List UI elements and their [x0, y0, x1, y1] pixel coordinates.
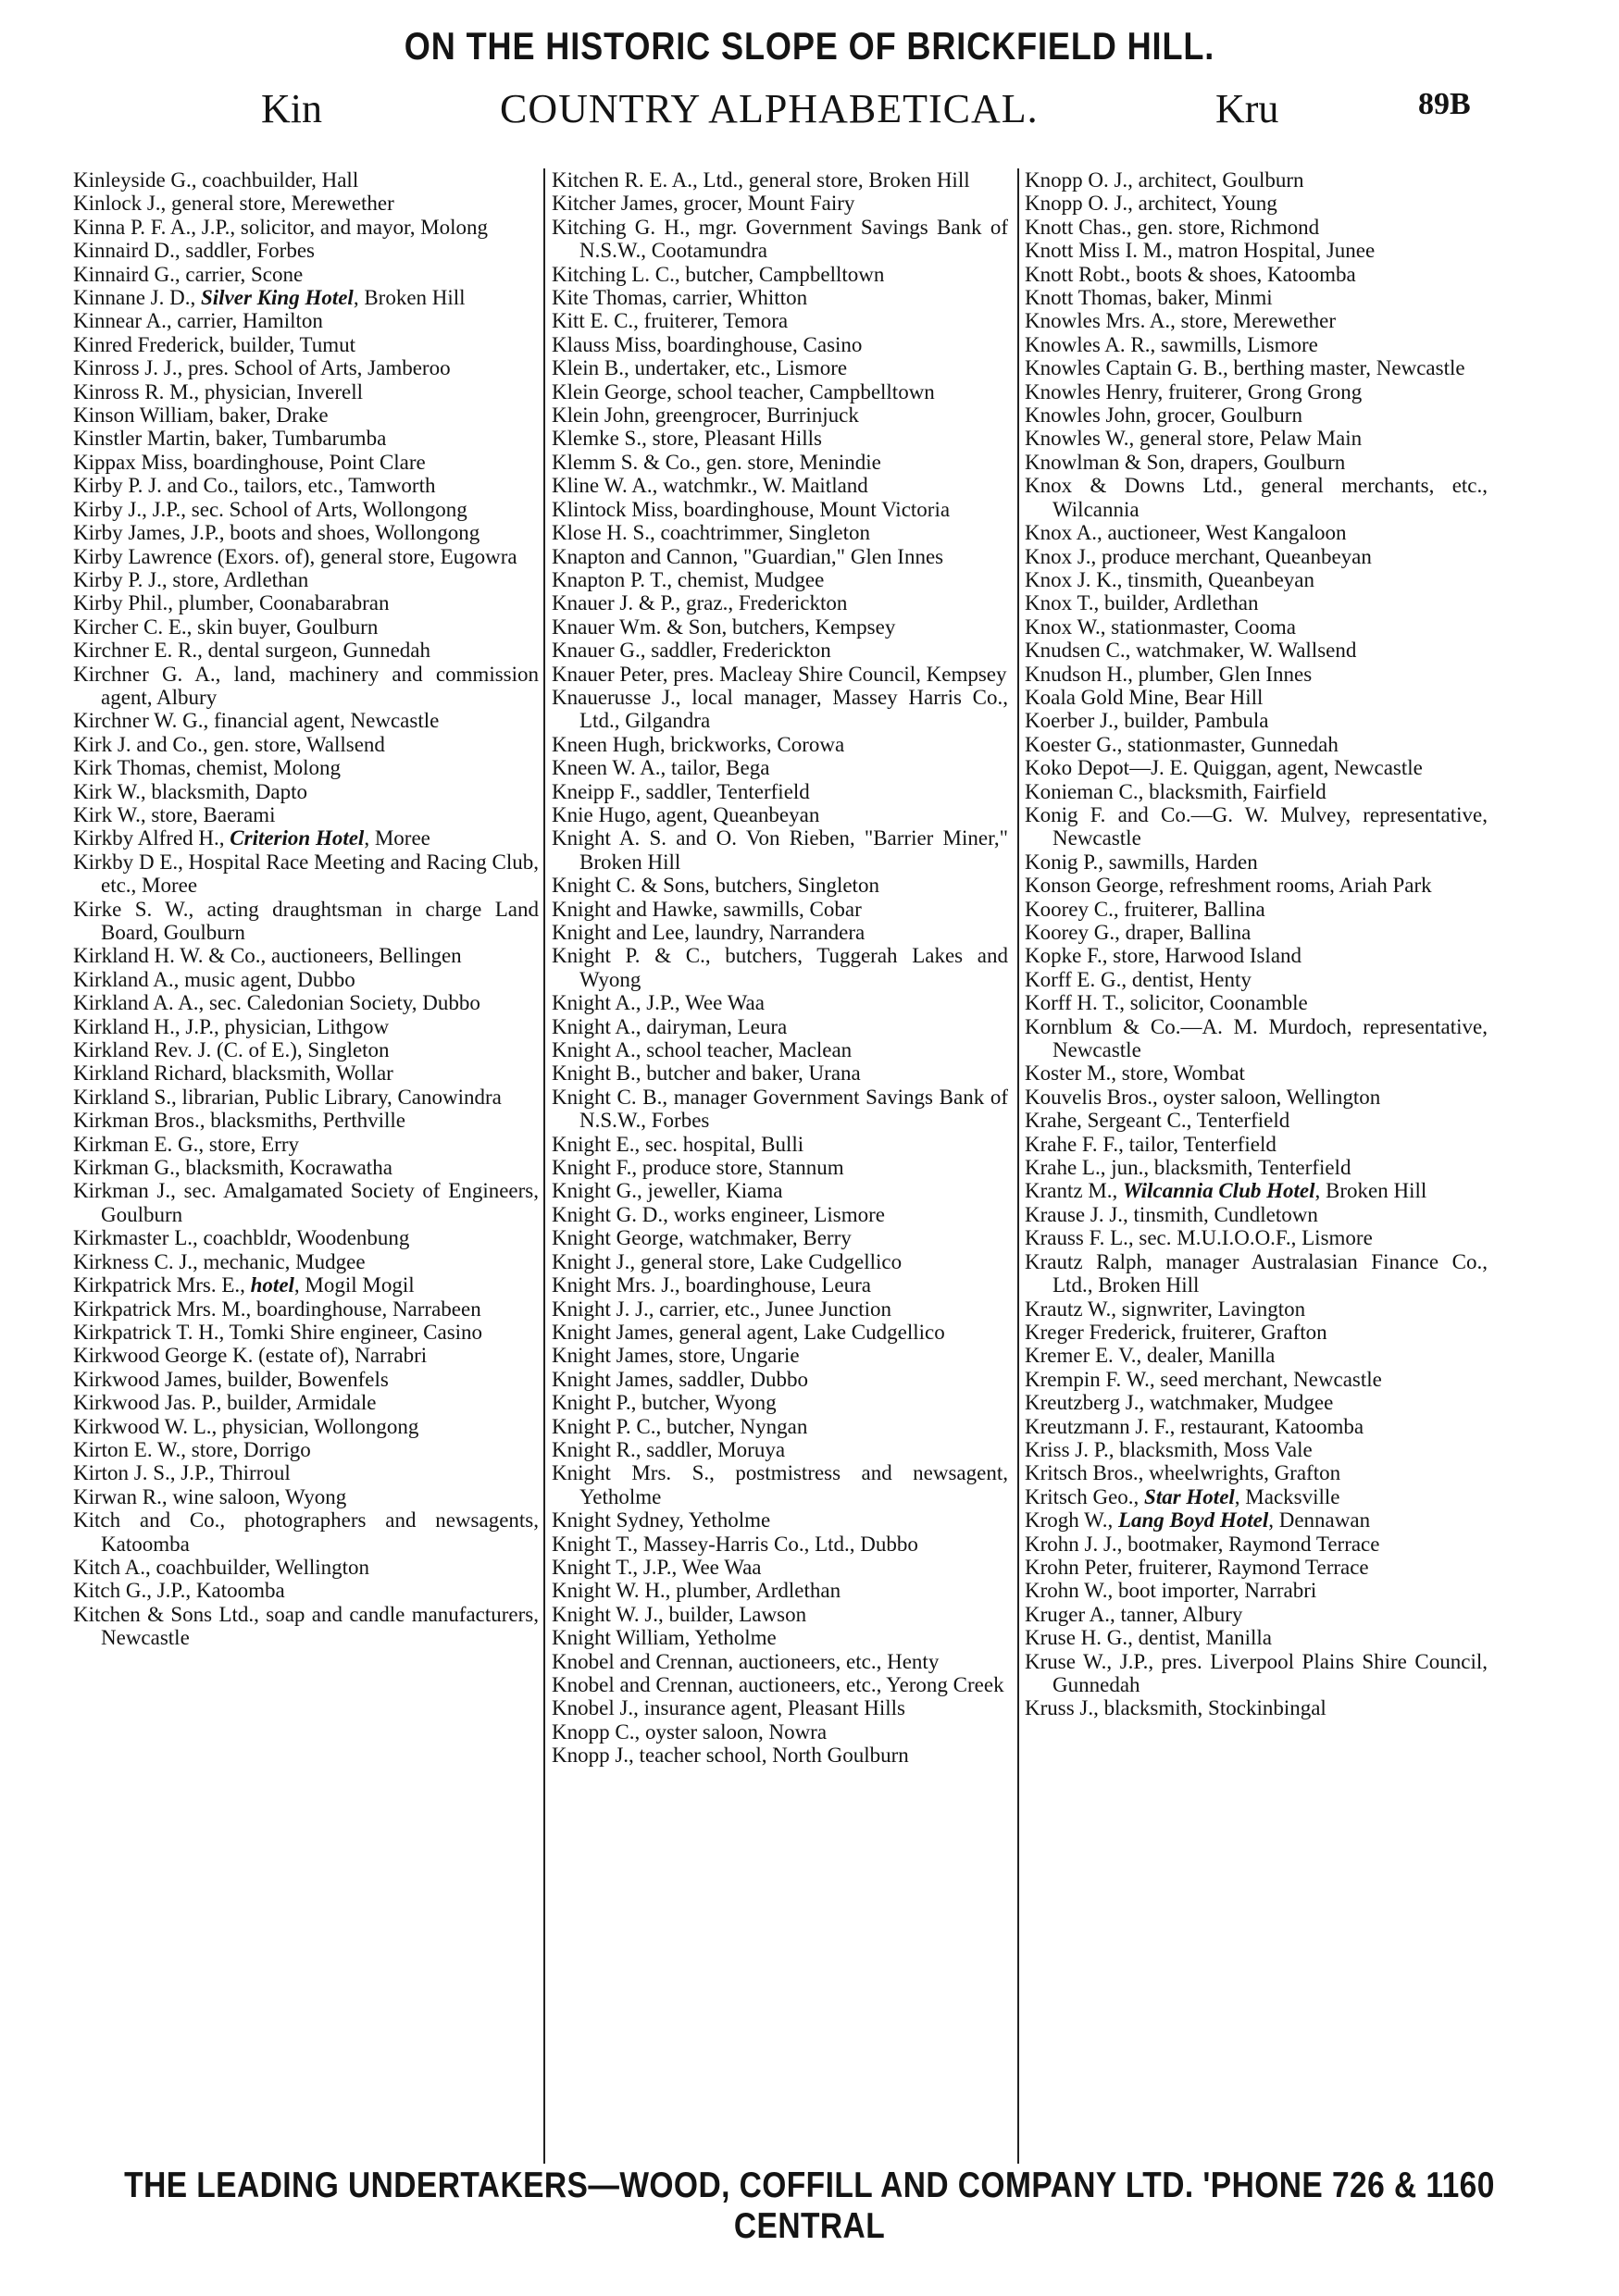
- directory-entry: Knopp C., oyster saloon, Nowra: [552, 1719, 828, 1744]
- column-divider: [543, 168, 545, 2164]
- directory-entry: Kinlock J., general store, Merewether: [73, 192, 394, 216]
- directory-entry: Kirby P. J. and Co., tailors, etc., Tamworth: [73, 474, 436, 498]
- directory-column-3: [1025, 168, 1488, 2164]
- directory-entry: Klein B., undertaker, etc., Lismore: [552, 356, 848, 380]
- directory-entry: Krantz M., Wilcannia Club Hotel, Broken Hill: [1025, 1179, 1427, 1203]
- directory-entry: Kinna P. F. A., J.P., solicitor, and mayor, Molong: [73, 215, 489, 239]
- directory-entry: Kirk J. and Co., gen. store, Wallsend: [73, 732, 385, 756]
- directory-entry: Koala Gold Mine, Bear Hill: [1025, 685, 1264, 709]
- directory-entry: Knight T., Massey-Harris Co., Ltd., Dubbo: [552, 1532, 918, 1556]
- directory-entry: Kircher C. E., skin buyer, Goulburn: [73, 614, 379, 639]
- directory-entry: Knapton P. T., chemist, Mudgee: [552, 567, 825, 591]
- directory-entry: Kinson William, baker, Drake: [73, 403, 329, 428]
- directory-entry: Kirkland Richard, blacksmith, Wollar: [73, 1061, 393, 1086]
- directory-entry: Knobel J., insurance agent, Pleasant Hills: [552, 1696, 905, 1720]
- directory-entry: Kirkland Rev. J. (C. of E.), Singleton: [73, 1038, 390, 1062]
- directory-entry: Knapton and Cannon, "Guardian," Glen Innes: [552, 544, 944, 568]
- directory-entry: Kirkman G., blacksmith, Kocrawatha: [73, 1156, 392, 1180]
- directory-entry: Knox J. K., tinsmith, Queanbeyan: [1025, 567, 1315, 591]
- directory-entry: Knauer G., saddler, Frederickton: [552, 639, 831, 663]
- directory-entry: Kitt E. C., fruiterer, Temora: [552, 309, 789, 333]
- directory-entry: Kirchner G. A., land, machinery and commission agent, Albury: [73, 662, 539, 709]
- directory-entry: Kinnaird D., saddler, Forbes: [73, 239, 315, 263]
- directory-entry: Knight Mrs. S., postmistress and newsagent, Yetholme: [552, 1461, 1008, 1508]
- directory-entry: Krause J. J., tinsmith, Cundletown: [1025, 1202, 1318, 1226]
- directory-entry: Knudson H., plumber, Glen Innes: [1025, 662, 1313, 686]
- directory-entry: Kirton J. S., J.P., Thirroul: [73, 1461, 291, 1485]
- directory-entry: Kitch and Co., photographers and newsagents, Katoomba: [73, 1508, 539, 1556]
- top-banner: ON THE HISTORIC SLOPE OF BRICKFIELD HILL.: [404, 24, 1215, 68]
- directory-entry: Knight J., general store, Lake Cudgellico: [552, 1249, 903, 1273]
- directory-entry: Knight A., dairyman, Leura: [552, 1014, 788, 1038]
- directory-entry: Kruger A., tanner, Albury: [1025, 1602, 1243, 1626]
- directory-entry: Koorey C., fruiterer, Ballina: [1025, 897, 1265, 921]
- directory-entry: Kreutzmann J. F., restaurant, Katoomba: [1025, 1414, 1364, 1438]
- directory-entry: Kneen Hugh, brickworks, Corowa: [552, 732, 845, 756]
- directory-entry: Knowles Captain G. B., berthing master, Newcastle: [1025, 356, 1465, 380]
- directory-entry: Knight A., J.P., Wee Waa: [552, 991, 765, 1015]
- directory-entry: Korff H. T., solicitor, Coonamble: [1025, 991, 1308, 1015]
- directory-entry: Kinross R. M., physician, Inverell: [73, 379, 364, 403]
- directory-entry: Kirby J., J.P., sec. School of Arts, Wollongong: [73, 497, 467, 521]
- directory-entry: Knight William, Yetholme: [552, 1626, 777, 1650]
- directory-entry: Krempin F. W., seed merchant, Newcastle: [1025, 1367, 1382, 1391]
- directory-entry: Knopp O. J., architect, Goulburn: [1025, 168, 1304, 192]
- directory-entry: Kirkpatrick Mrs. E., hotel, Mogil Mogil: [73, 1273, 415, 1297]
- directory-entry: Klintock Miss, boardinghouse, Mount Victoria: [552, 497, 951, 521]
- bottom-banner-advert: THE LEADING UNDERTAKERS—WOOD, COFFILL AND COMPANY LTD. 'PHONE 726 & 1160 CENTRAL: [124, 2166, 1495, 2246]
- directory-entry: Knobel and Crennan, auctioneers, etc., Yerong Creek: [552, 1673, 1004, 1696]
- directory-entry: Knox & Downs Ltd., general merchants, etc., Wilcannia: [1025, 474, 1488, 521]
- directory-entry: Konieman C., blacksmith, Fairfield: [1025, 779, 1326, 803]
- directory-entry: Knight F., produce store, Stannum: [552, 1156, 844, 1180]
- directory-entry: Kruse H. G., dentist, Manilla: [1025, 1626, 1273, 1650]
- directory-entry: Korff E. G., dentist, Henty: [1025, 967, 1252, 991]
- directory-entry: Kirkman E. G., store, Erry: [73, 1132, 299, 1156]
- directory-entry: Kirton E. W., store, Dorrigo: [73, 1437, 311, 1461]
- directory-entry: Knobel and Crennan, auctioneers, etc., Henty: [552, 1649, 940, 1673]
- directory-entry: Knight P. & C., butchers, Tuggerah Lakes and Wyong: [552, 944, 1008, 991]
- directory-entry: Kirkwood Jas. P., builder, Armidale: [73, 1391, 377, 1415]
- directory-entry: Knight R., saddler, Moruya: [552, 1437, 786, 1461]
- directory-entry: Knauerusse J., local manager, Massey Harris Co., Ltd., Gilgandra: [552, 685, 1008, 733]
- directory-entry: Krauss F. L., sec. M.U.I.O.O.F., Lismore: [1025, 1226, 1373, 1250]
- directory-entry: Kruss J., blacksmith, Stockinbingal: [1025, 1696, 1326, 1720]
- page-number: 89B: [1418, 87, 1471, 121]
- directory-entry: Knight James, saddler, Dubbo: [552, 1367, 808, 1391]
- directory-entry: Knight W. J., builder, Lawson: [552, 1602, 807, 1626]
- directory-entry: Krahe, Sergeant C., Tenterfield: [1025, 1109, 1290, 1133]
- directory-entry: Kirby Phil., plumber, Coonabarabran: [73, 591, 390, 615]
- directory-entry: Knott Robt., boots & shoes, Katoomba: [1025, 262, 1356, 286]
- directory-entry: Kriss J. P., blacksmith, Moss Vale: [1025, 1437, 1313, 1461]
- directory-entry: Koorey G., draper, Ballina: [1025, 921, 1252, 944]
- directory-column-1: [73, 168, 539, 2164]
- directory-entry: Kitching G. H., mgr. Government Savings Bank of N.S.W., Cootamundra: [552, 215, 1008, 263]
- directory-entry: Klemm S. & Co., gen. store, Menindie: [552, 450, 881, 474]
- directory-entry: Kirkland A., music agent, Dubbo: [73, 967, 355, 991]
- directory-entry: Knight and Lee, laundry, Narrandera: [552, 921, 866, 944]
- directory-entry: Kinred Frederick, builder, Tumut: [73, 332, 356, 356]
- directory-entry: Kirkby D E., Hospital Race Meeting and Racing Club, etc., Moree: [73, 850, 539, 898]
- directory-entry: Knowles W., general store, Pelaw Main: [1025, 427, 1363, 451]
- directory-entry: Knox T., builder, Ardlethan: [1025, 591, 1259, 615]
- directory-entry: Konson George, refreshment rooms, Ariah Park: [1025, 874, 1432, 898]
- directory-entry: Knott Miss I. M., matron Hospital, Junee: [1025, 239, 1376, 263]
- directory-entry: Knauer J. & P., graz., Frederickton: [552, 591, 848, 615]
- directory-entry: Kneipp F., saddler, Tenterfield: [552, 779, 810, 803]
- directory-entry: Kippax Miss, boardinghouse, Point Clare: [73, 450, 426, 474]
- directory-entry: Krautz Ralph, manager Australasian Finance Co., Ltd., Broken Hill: [1025, 1249, 1488, 1297]
- directory-entry: Krahe F. F., tailor, Tenterfield: [1025, 1132, 1277, 1156]
- directory-entry: Knight J. J., carrier, etc., Junee Junction: [552, 1297, 891, 1321]
- directory-entry: Kinleyside G., coachbuilder, Hall: [73, 168, 359, 192]
- directory-entry: Knott Thomas, baker, Minmi: [1025, 286, 1273, 310]
- directory-entry: Kline W. A., watchmkr., W. Maitland: [552, 474, 868, 498]
- column-divider: [1017, 168, 1019, 2164]
- directory-entry: Kinnear A., carrier, Hamilton: [73, 309, 323, 333]
- directory-entry: Knight W. H., plumber, Ardlethan: [552, 1579, 841, 1603]
- directory-entry: Konig P., sawmills, Harden: [1025, 850, 1258, 874]
- directory-entry: Kitchen & Sons Ltd., soap and candle manufacturers, Newcastle: [73, 1602, 539, 1650]
- directory-entry: Kirkpatrick T. H., Tomki Shire engineer, Casino: [73, 1320, 483, 1344]
- directory-entry: Kirby P. J., store, Ardlethan: [73, 567, 309, 591]
- header-first-entry: Kin: [261, 86, 322, 131]
- directory-entry: Kirk W., store, Baerami: [73, 802, 276, 826]
- directory-entry: Konig F. and Co.—G. W. Mulvey, representative, Newcastle: [1025, 802, 1488, 850]
- directory-entry: Kinnaird G., carrier, Scone: [73, 262, 304, 286]
- directory-entry: Knight C. & Sons, butchers, Singleton: [552, 874, 879, 898]
- directory-entry: Kirk W., blacksmith, Dapto: [73, 779, 307, 803]
- directory-entry: Kirkwood W. L., physician, Wollongong: [73, 1414, 419, 1438]
- directory-entry: Kitching L. C., butcher, Campbelltown: [552, 262, 885, 286]
- directory-entry: Kreutzberg J., watchmaker, Mudgee: [1025, 1391, 1334, 1415]
- directory-entry: Kite Thomas, carrier, Whitton: [552, 286, 808, 310]
- directory-entry: Kirkman J., sec. Amalgamated Society of Engineers, Goulburn: [73, 1179, 539, 1226]
- directory-entry: Kirkness C. J., mechanic, Mudgee: [73, 1249, 366, 1273]
- directory-entry: Koko Depot—J. E. Quiggan, agent, Newcastle: [1025, 756, 1423, 780]
- directory-entry: Kneen W. A., tailor, Bega: [552, 756, 770, 780]
- directory-entry: Knopp J., teacher school, North Goulburn: [552, 1744, 909, 1768]
- directory-entry: Koster M., store, Wombat: [1025, 1061, 1245, 1086]
- directory-entry: Knowles Mrs. A., store, Merewether: [1025, 309, 1336, 333]
- directory-entry: Knauer Peter, pres. Macleay Shire Council, Kempsey: [552, 662, 1007, 686]
- directory-entry: Knopp O. J., architect, Young: [1025, 192, 1277, 216]
- directory-entry: Kopke F., store, Harwood Island: [1025, 944, 1302, 968]
- directory-entry: Krohn J. J., bootmaker, Raymond Terrace: [1025, 1532, 1380, 1556]
- directory-entry: Kreger Frederick, fruiterer, Grafton: [1025, 1320, 1327, 1344]
- directory-entry: Krahe L., jun., blacksmith, Tenterfield: [1025, 1156, 1351, 1180]
- directory-entry: Knight C. B., manager Government Savings Bank of N.S.W., Forbes: [552, 1085, 1008, 1133]
- directory-column-2: [552, 168, 1008, 2164]
- directory-entry: Krohn Peter, fruiterer, Raymond Terrace: [1025, 1555, 1369, 1579]
- directory-entry: Koester G., stationmaster, Gunnedah: [1025, 732, 1339, 756]
- directory-entry: Kirkwood George K. (estate of), Narrabri: [73, 1344, 428, 1368]
- directory-entry: Knight T., J.P., Wee Waa: [552, 1555, 762, 1579]
- directory-entry: Kirkland A. A., sec. Caledonian Society, Dubbo: [73, 991, 480, 1015]
- directory-entry: Kirkman Bros., blacksmiths, Perthville: [73, 1109, 406, 1133]
- directory-entry: Kitcher James, grocer, Mount Fairy: [552, 192, 855, 216]
- directory-entry: Knie Hugo, agent, Queanbeyan: [552, 802, 820, 826]
- directory-entry: Kirwan R., wine saloon, Wyong: [73, 1484, 347, 1508]
- directory-entry: Knight G. D., works engineer, Lismore: [552, 1202, 885, 1226]
- directory-entry: Knauer Wm. & Son, butchers, Kempsey: [552, 614, 896, 639]
- directory-entry: Knowles John, grocer, Goulburn: [1025, 403, 1302, 428]
- directory-entry: Kirkwood James, builder, Bowenfels: [73, 1367, 389, 1391]
- directory-entry: Knight George, watchmaker, Berry: [552, 1226, 852, 1250]
- directory-entry: Knight P., butcher, Wyong: [552, 1391, 777, 1415]
- directory-entry: Knight James, store, Ungarie: [552, 1344, 800, 1368]
- directory-entry: Krautz W., signwriter, Lavington: [1025, 1297, 1306, 1321]
- directory-entry: Kouvelis Bros., oyster saloon, Wellington: [1025, 1085, 1381, 1109]
- header-title: COUNTRY ALPHABETICAL.: [500, 86, 1039, 131]
- directory-entry: Kirkpatrick Mrs. M., boardinghouse, Narrabeen: [73, 1297, 481, 1321]
- directory-entry: Knight E., sec. hospital, Bulli: [552, 1132, 804, 1156]
- directory-entry: Koerber J., builder, Pambula: [1025, 709, 1269, 733]
- directory-entry: Knott Chas., gen. store, Richmond: [1025, 215, 1320, 239]
- directory-entry: Kritsch Geo., Star Hotel, Macksville: [1025, 1484, 1340, 1508]
- directory-entry: Kritsch Bros., wheelwrights, Grafton: [1025, 1461, 1341, 1485]
- directory-entry: Kornblum & Co.—A. M. Murdoch, representative, Newcastle: [1025, 1014, 1488, 1062]
- directory-entry: Kirk Thomas, chemist, Molong: [73, 756, 341, 780]
- directory-entry: Kitch G., J.P., Katoomba: [73, 1579, 285, 1603]
- directory-entry: Kirkland H., J.P., physician, Lithgow: [73, 1014, 390, 1038]
- directory-entry: Knight B., butcher and baker, Urana: [552, 1061, 861, 1086]
- directory-entry: Krohn W., boot importer, Narrabri: [1025, 1579, 1317, 1603]
- directory-entry: Knox J., produce merchant, Queanbeyan: [1025, 544, 1372, 568]
- directory-entry: Kinnane J. D., Silver King Hotel, Broken Hill: [73, 286, 466, 310]
- directory-entry: Knowles A. R., sawmills, Lismore: [1025, 332, 1318, 356]
- directory-entry: Kruse W., J.P., pres. Liverpool Plains Shire Council, Gunnedah: [1025, 1649, 1488, 1696]
- directory-entry: Kinross J. J., pres. School of Arts, Jamberoo: [73, 356, 451, 380]
- directory-entry: Kirchner E. R., dental surgeon, Gunnedah: [73, 639, 431, 663]
- directory-entry: Kitch A., coachbuilder, Wellington: [73, 1555, 370, 1579]
- directory-entry: Knight Sydney, Yetholme: [552, 1508, 771, 1533]
- directory-entry: Knox W., stationmaster, Cooma: [1025, 614, 1296, 639]
- directory-entry: Kirkby Alfred H., Criterion Hotel, Moree: [73, 826, 430, 850]
- directory-entry: Knight A. S. and O. Von Rieben, "Barrier Miner," Broken Hill: [552, 826, 1008, 874]
- directory-entry: Knight P. C., butcher, Nyngan: [552, 1414, 808, 1438]
- directory-entry: Knight Mrs. J., boardinghouse, Leura: [552, 1273, 871, 1297]
- directory-entry: Knox A., auctioneer, West Kangaloon: [1025, 521, 1347, 545]
- directory-entry: Kirby Lawrence (Exors. of), general store, Eugowra: [73, 544, 517, 568]
- directory-entry: Kirkland H. W. & Co., auctioneers, Bellingen: [73, 944, 462, 968]
- directory-entry: Klein George, school teacher, Campbelltown: [552, 379, 935, 403]
- directory-entry: Knowles Henry, fruiterer, Grong Grong: [1025, 379, 1363, 403]
- directory-entry: Kirchner W. G., financial agent, Newcastle: [73, 709, 440, 733]
- directory-entry: Kirby James, J.P., boots and shoes, Wollongong: [73, 521, 480, 545]
- directory-entry: Knight James, general agent, Lake Cudgellico: [552, 1320, 945, 1344]
- directory-entry: Klemke S., store, Pleasant Hills: [552, 427, 822, 451]
- directory-entry: Kremer E. V., dealer, Manilla: [1025, 1344, 1276, 1368]
- directory-entry: Kirke S. W., acting draughtsman in charge Land Board, Goulburn: [73, 897, 539, 944]
- directory-entry: Knight G., jeweller, Kiama: [552, 1179, 783, 1203]
- directory-entry: Knight A., school teacher, Maclean: [552, 1038, 853, 1062]
- directory-entry: Kirkland S., librarian, Public Library, Canowindra: [73, 1085, 502, 1109]
- directory-entry: Knowlman & Son, drapers, Goulburn: [1025, 450, 1346, 474]
- directory-entry: Klose H. S., coachtrimmer, Singleton: [552, 521, 871, 545]
- directory-entry: Knudsen C., watchmaker, W. Wallsend: [1025, 639, 1357, 663]
- directory-entry: Kinstler Martin, baker, Tumbarumba: [73, 427, 387, 451]
- page-header: [0, 85, 1619, 141]
- directory-entry: Kitchen R. E. A., Ltd., general store, Broken Hill: [552, 168, 970, 192]
- directory-entry: Krogh W., Lang Boyd Hotel, Dennawan: [1025, 1508, 1371, 1533]
- directory-entry: Klauss Miss, boardinghouse, Casino: [552, 332, 863, 356]
- directory-entry: Knight and Hawke, sawmills, Cobar: [552, 897, 862, 921]
- directory-entry: Kirkmaster L., coachbldr, Woodenbung: [73, 1226, 410, 1250]
- header-last-entry: Kru: [1215, 86, 1279, 131]
- directory-entry: Klein John, greengrocer, Burrinjuck: [552, 403, 859, 428]
